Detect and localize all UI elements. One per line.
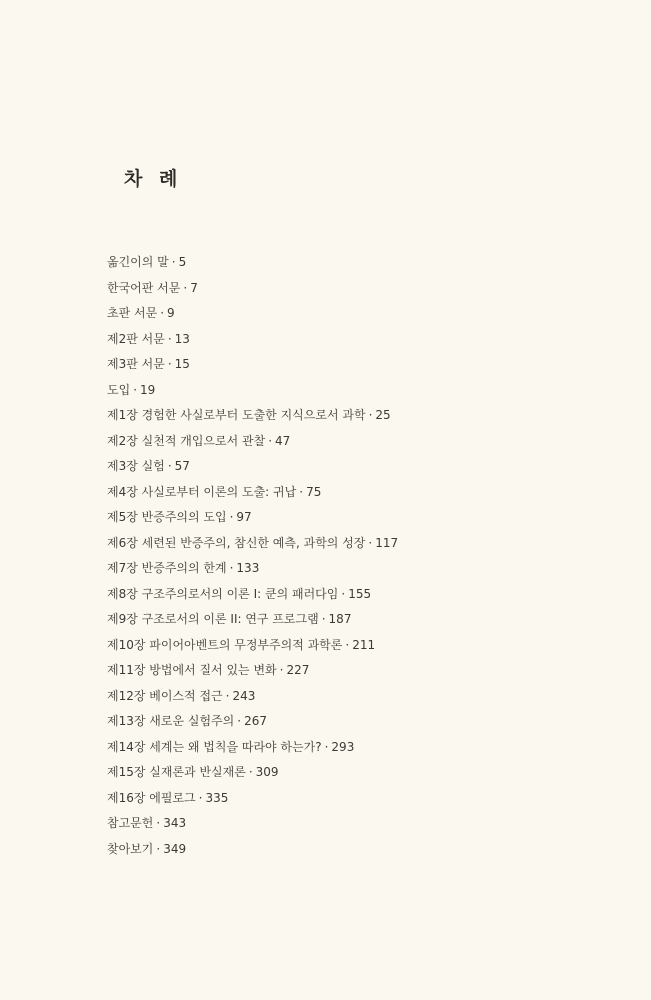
toc-separator: · <box>341 586 346 601</box>
table-of-contents <box>107 250 398 862</box>
toc-entry-label: 제15장 실재론과 반실재론 <box>107 765 246 779</box>
toc-entry <box>107 378 398 404</box>
toc-separator: · <box>156 841 161 856</box>
toc-entry-label: 제6장 세련된 반증주의, 참신한 예측, 과학의 성장 <box>107 535 366 550</box>
toc-entry <box>107 403 398 429</box>
toc-entry <box>107 582 398 608</box>
toc-entry-label: 제5장 반증주의의 도입 <box>107 510 227 524</box>
toc-separator: · <box>167 357 172 371</box>
toc-entry <box>107 684 398 710</box>
toc-entry-page: 19 <box>140 382 156 397</box>
toc-entry <box>107 505 398 531</box>
toc-entry-page: 309 <box>255 765 279 779</box>
toc-separator: · <box>237 714 242 728</box>
toc-separator: · <box>279 663 284 677</box>
toc-separator: · <box>133 382 138 397</box>
toc-entry-label: 찾아보기 <box>107 841 154 856</box>
toc-separator: · <box>160 306 165 320</box>
toc-entry-label: 도입 <box>107 382 131 397</box>
toc-separator: · <box>368 535 373 550</box>
toc-entry <box>107 837 398 863</box>
toc-entry-page: 211 <box>352 637 376 652</box>
toc-entry <box>107 709 398 735</box>
toc-entry-label: 제4장 사실로부터 이론의 도출: 귀납 <box>107 484 297 499</box>
toc-separator: · <box>268 433 273 448</box>
toc-entry <box>107 531 398 557</box>
toc-entry <box>107 556 398 582</box>
toc-entry-page: 97 <box>236 510 252 524</box>
toc-entry-page: 187 <box>328 612 352 626</box>
toc-entry-label: 초판 서문 <box>107 306 158 320</box>
toc-entry-page: 57 <box>174 459 190 473</box>
toc-entry <box>107 327 398 353</box>
toc-separator: · <box>368 408 373 422</box>
toc-entry-page: 293 <box>331 739 355 754</box>
toc-entry <box>107 633 398 659</box>
toc-separator: · <box>345 637 350 652</box>
toc-entry <box>107 811 398 837</box>
toc-entry <box>107 429 398 455</box>
toc-separator: · <box>225 688 230 703</box>
toc-entry <box>107 607 398 633</box>
toc-entry-label: 제9장 구조로서의 이론 II: 연구 프로그램 <box>107 612 319 626</box>
toc-entry-label: 제2장 실천적 개입으로서 관찰 <box>107 433 266 448</box>
toc-entry-page: 133 <box>236 561 260 575</box>
toc-entry <box>107 352 398 378</box>
toc-entry-label: 제11장 방법에서 질서 있는 변화 <box>107 663 277 677</box>
toc-entry-label: 제3판 서문 <box>107 357 165 371</box>
toc-entry-label: 한국어판 서문 <box>107 280 181 295</box>
toc-entry-label: 제3장 실험 <box>107 459 165 473</box>
toc-separator: · <box>171 255 176 269</box>
toc-entry <box>107 735 398 761</box>
toc-entry-page: 47 <box>275 433 291 448</box>
toc-entry <box>107 760 398 786</box>
toc-entry-label: 제7장 반증주의의 한계 <box>107 561 227 575</box>
toc-entry <box>107 276 398 302</box>
toc-entry-label: 옮긴이의 말 <box>107 255 169 269</box>
toc-entry-label: 제12장 베이스적 접근 <box>107 688 223 703</box>
toc-entry-page: 117 <box>375 535 399 550</box>
toc-entry-page: 7 <box>190 280 198 295</box>
toc-separator: · <box>324 739 329 754</box>
toc-entry <box>107 454 398 480</box>
toc-separator: · <box>156 816 161 830</box>
toc-entry-label: 제16장 에필로그 <box>107 790 196 805</box>
toc-entry-page: 155 <box>348 586 372 601</box>
toc-entry <box>107 480 398 506</box>
toc-entry-page: 343 <box>163 816 187 830</box>
toc-entry-page: 9 <box>167 306 175 320</box>
toc-separator: · <box>229 510 234 524</box>
toc-entry-page: 227 <box>286 663 310 677</box>
toc-entry-label: 제14장 세계는 왜 법칙을 따라야 하는가? <box>107 739 322 754</box>
toc-entry-label: 제13장 새로운 실험주의 <box>107 714 235 728</box>
toc-separator: · <box>248 765 253 779</box>
toc-entry <box>107 301 398 327</box>
toc-entry <box>107 786 398 812</box>
toc-entry-page: 243 <box>232 688 256 703</box>
toc-entry <box>107 658 398 684</box>
toc-separator: · <box>167 459 172 473</box>
toc-entry-page: 15 <box>174 357 190 371</box>
toc-entry-page: 5 <box>178 255 187 269</box>
toc-entry-page: 349 <box>163 841 187 856</box>
toc-separator: · <box>229 561 234 575</box>
toc-separator: · <box>167 331 172 346</box>
toc-separator: · <box>321 612 326 626</box>
toc-entry-page: 13 <box>174 331 190 346</box>
toc-entry-label: 제1장 경험한 사실로부터 도출한 지식으로서 과학 <box>107 408 366 422</box>
toc-separator: · <box>183 280 188 295</box>
toc-entry-page: 75 <box>306 484 322 499</box>
toc-entry-label: 참고문헌 <box>107 816 154 830</box>
toc-entry <box>107 250 398 276</box>
toc-entry-page: 335 <box>205 790 229 805</box>
toc-separator: · <box>299 484 304 499</box>
toc-entry-label: 제2판 서문 <box>107 331 165 346</box>
toc-entry-label: 제8장 구조주의로서의 이론 I: 쿤의 패러다임 <box>107 586 339 601</box>
page-title: 차 례 <box>124 168 183 190</box>
toc-entry-page: 267 <box>244 714 267 728</box>
toc-entry-label: 제10장 파이어아벤트의 무정부주의적 과학론 <box>107 637 343 652</box>
toc-separator: · <box>198 790 203 805</box>
toc-entry-page: 25 <box>375 408 391 422</box>
